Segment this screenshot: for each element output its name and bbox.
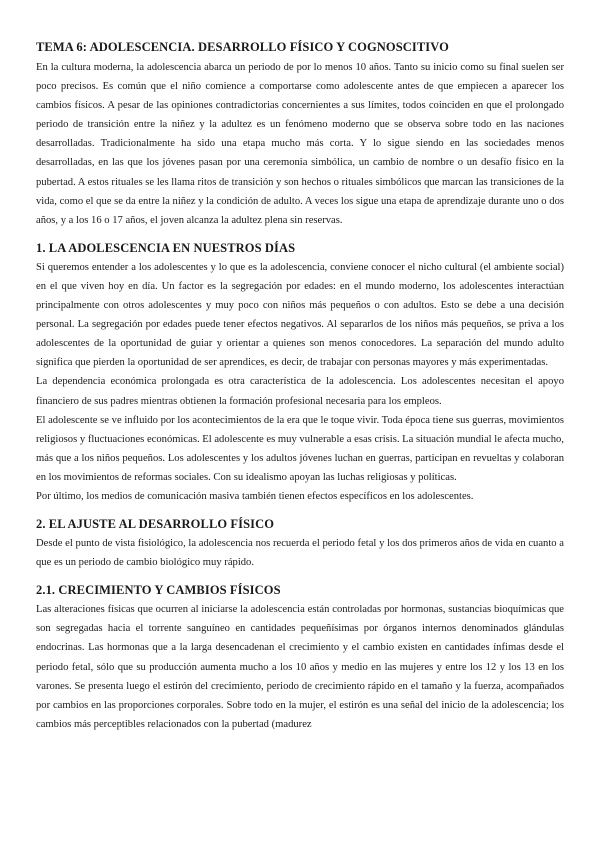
spacer [36, 230, 564, 239]
section-1-paragraph-2: La dependencia económica prolongada es otra característica de la adolescencia. Los adolescentes necesitan el apoyo financiero de sus padres mientras obtienen la formación profesional necesaria para los empleos. [36, 376, 564, 407]
spacer [36, 506, 564, 515]
section-2-1-heading: 2.1. CRECIMIENTO Y CAMBIOS FÍSICOS [36, 583, 281, 598]
section-1-paragraph-4: Por último, los medios de comunicación masiva también tienen efectos específicos en los adolescentes. [36, 490, 474, 502]
section-1-paragraph-1: Si queremos entender a los adolescentes y lo que es la adolescencia, conviene conocer el nicho cultural (el ambiente social) en el que viven hoy en día. Un factor es la segregación por edades: en el mundo moderno, los adolescentes interactúan principalmente con otros adolescentes y muy poco con niños más pequeños o con adultos. Esto se debe a una decisión personal. La segregación por edades puede tener efectos negativos. Al separarlos de los niños más pequeños, se priva a los adolescentes de la oportunidad de guiar y orientar a quienes son menos conocedores. La separación del mundo adulto significa que pierden la oportunidad de ser aprendices, es decir, de trabajar con personas mayores y más experimentadas. [36, 261, 564, 369]
document-page [36, 38, 564, 734]
section-2-paragraph-1: Desde el punto de vista fisiológico, la adolescencia nos recuerda el periodo fetal y los dos primeros años de vida en cuanto a que es un periodo de cambio biológico muy rápido. [36, 538, 564, 569]
section-2-heading: 2. EL AJUSTE AL DESARROLLO FÍSICO [36, 517, 275, 532]
intro-paragraph: En la cultura moderna, la adolescencia abarca un periodo de por lo menos 10 años. Tanto su inicio como su final suelen ser poco precisos. Es común que el niño comience a comportarse como adolescente antes de que empiecen a aparecer los cambios físicos. A pesar de las opiniones contradictorias concernientes a sus límites, todos coinciden en que el prolongado periodo de transición entre la niñez y la adultez es un fenómeno moderno que se observa sobre todo en las naciones desarrolladas. Tradicionalmente ha sido una etapa mucho más corta. Y lo sigue siendo en las sociedades menos desarrolladas, en las que los jóvenes pasan por una ceremonia simbólica, un cambio de nombre o un desafío físico en la pubertad. A estos rituales se les llama ritos de transición y son hechos o rituales simbólicos que marcan las transiciones de la vida, como el que se da entre la niñez y la condición de adulto. A veces los sigue una etapa de aprendizaje durante uno o dos años, y a los 16 o 17 años, el joven alcanza la adultez plena sin reservas. [36, 62, 564, 226]
section-1-paragraph-3: El adolescente se ve influido por los acontecimientos de la era que le toque vivir. Toda época tiene sus guerras, movimientos religiosos y fluctuaciones económicas. El adolescente es muy vulnerable a esas crisis. La situación mundial le afecta mucho, más que a los niños pequeños. Los adolescentes y los adultos jóvenes luchan en guerras, participan en revueltas y colaboran en los movimientos de reformas sociales. Con su idealismo apoyan las luchas religiosas y políticas. [36, 414, 564, 483]
section-2-1-paragraph-1: Las alteraciones físicas que ocurren al iniciarse la adolescencia están controladas por hormonas, sustancias bioquímicas que son segregadas hacia el torrente sanguíneo en cantidades pequeñísimas por órganos internos denominados glándulas endocrinas. Las hormonas que a la larga desencadenan el crecimiento y el cambio existen en cantidades ínfimas desde el periodo fetal, sólo que su producción aumenta mucho a los 10 años y medio en las mujeres y entre los 12 y los 13 en los varones. Se presenta luego el estirón del crecimiento, periodo de crecimiento rápido en el tamaño y la fuerza, acompañados por cambios en las proporciones corporales. Sobre todo en la mujer, el estirón es una señal del inicio de la adolescencia; los cambios más perceptibles relacionados con la pubertad (madurez [36, 604, 564, 730]
document-title: TEMA 6: ADOLESCENCIA. DESARROLLO FÍSICO Y COGNOSCITIVO [36, 40, 449, 54]
spacer [36, 572, 564, 581]
section-1-heading: 1. LA ADOLESCENCIA EN NUESTROS DÍAS [36, 240, 296, 255]
